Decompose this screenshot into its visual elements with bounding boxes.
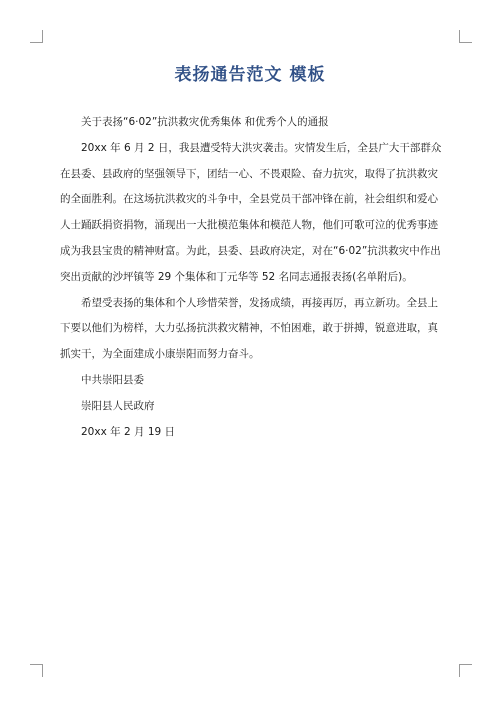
crop-mark-bottom-left (30, 664, 43, 677)
body-paragraph: 20xx 年 6 月 2 日，我县遭受特大洪灾袭击。灾情发生后，全县广大干部群众在县委、县政府的坚强领导下，团结一心、不畏艰险、奋力抗灾，取得了抗洪救灾的全面胜利。在这场抗洪救灾的斗争中，全县党员干部冲锋在前，社会组织和爱心人士踊跃捐资捐物，涌现出一大批模范集体和模范人物，他们可歌可泣的优秀事迹成为我县宝贵的精神财富。为此，县委、县政府决定，对在“6·02”抗洪救灾中作出突出贡献的沙坪镇等 29 个集体和丁元华等 52 名同志通报表扬(名单附后)。 (60, 141, 442, 283)
signature-party-committee: 中共崇阳县委 (81, 373, 144, 386)
signature-county-government: 崇阳县人民政府 (81, 399, 155, 412)
crop-mark-top-left (30, 30, 43, 43)
document-body (60, 110, 446, 445)
signature-date: 20xx 年 2 月 19 日 (81, 425, 176, 438)
crop-mark-bottom-right (459, 664, 472, 677)
body-paragraph: 希望受表扬的集体和个人珍惜荣誉，发扬成绩，再接再厉，再立新功。全县上下要以他们为榜样，大力弘扬抗洪救灾精神，不怕困难，敢于拼搏，锐意进取，真抓实干，为全面建成小康崇阳而努力奋斗。 (60, 296, 438, 361)
notice-subject: 关于表扬“6·02”抗洪救灾优秀集体 和优秀个人的通报 (81, 116, 329, 128)
crop-mark-top-right (459, 30, 472, 43)
document-title: 表扬通告范文 模板 (174, 65, 326, 85)
